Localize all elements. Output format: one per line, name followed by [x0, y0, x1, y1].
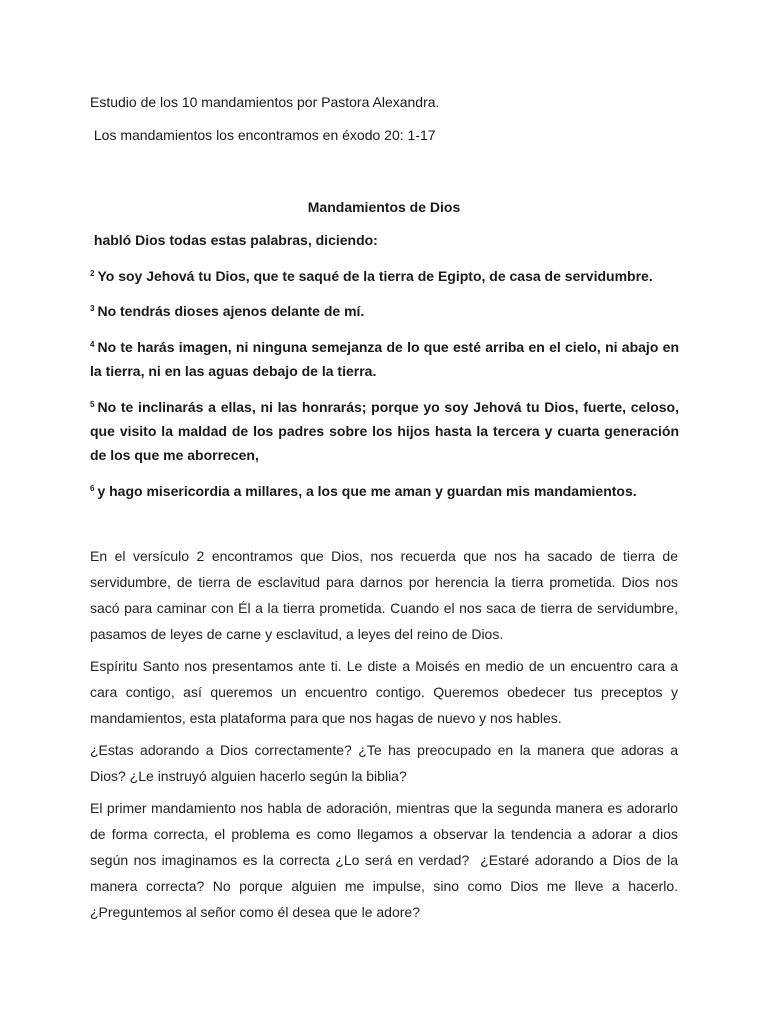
verse-text: No te inclinarás a ellas, ni las honrarás; porque yo soy Jehová tu Dios, fuerte, celoso, que visito la maldad de los padres sobre los hijos hasta la tercera y cuarta generación de los que me aborrecen, [90, 399, 679, 463]
verse-3 [90, 297, 679, 323]
verse-text: No te harás imagen, ni ninguna semejanza de lo que esté arriba en el cielo, ni abajo en la tierra, ni en las aguas debajo de la tierra. [90, 339, 679, 379]
verse-text: y hago misericordia a millares, a los que me aman y guardan mis mandamientos. [97, 483, 637, 499]
document-heading: Estudio de los 10 mandamientos por Pastora Alexandra. [90, 94, 440, 110]
verse-4 [90, 333, 679, 383]
paragraph: Espíritu Santo nos presentamos ante ti. Le diste a Moisés en medio de un encuentro cara a cara contigo, así queremos un encuentro contigo. Queremos obedecer tus preceptos y mandamientos, esta plataforma para que nos hagas de nuevo y nos hables. [90, 658, 678, 726]
verse-number: 6 [90, 484, 95, 493]
scripture-reference: Los mandamientos los encontramos en éxodo 20: 1-17 [90, 127, 436, 143]
paragraph: El primer mandamiento nos habla de adoración, mientras que la segunda manera es adorarlo de forma correcta, el problema es como llegamos a observar la tendencia a adorar a dios según nos imaginamos es la correcta ¿Lo será en verdad? ¿Estaré adorando a Dios de la manera correcta? No porque alguien me impulse, sino como Dios me lleve a hacerlo. ¿Preguntemos al señor como él desea que le adore? [90, 800, 682, 920]
verse-2 [90, 262, 679, 288]
section-intro: habló Dios todas estas palabras, diciendo: [90, 232, 378, 248]
verse-number: 3 [90, 304, 95, 313]
verse-text: No tendrás dioses ajenos delante de mí. [97, 303, 365, 319]
verse-number: 2 [90, 269, 95, 278]
section-title: Mandamientos de Dios [307, 199, 461, 215]
verse-number: 4 [90, 340, 95, 349]
verse-6 [90, 477, 679, 503]
verse-5 [90, 393, 679, 467]
verse-number: 5 [90, 400, 95, 409]
verse-text: Yo soy Jehová tu Dios, que te saqué de la tierra de Egipto, de casa de servidumbre. [97, 268, 653, 284]
paragraph: ¿Estas adorando a Dios correctamente? ¿Te has preocupado en la manera que adoras a Dios? ¿Le instruyó alguien hacerlo según la biblia? [90, 742, 678, 784]
paragraph: En el versículo 2 encontramos que Dios, nos recuerda que nos ha sacado de tierra de servidumbre, de tierra de esclavitud para darnos por herencia la tierra prometida. Dios nos sacó para caminar con Él a la tierra prometida. Cuando el nos saca de tierra de servidumbre, pasamos de leyes de carne y esclavitud, a leyes del reino de Dios. [90, 548, 678, 642]
